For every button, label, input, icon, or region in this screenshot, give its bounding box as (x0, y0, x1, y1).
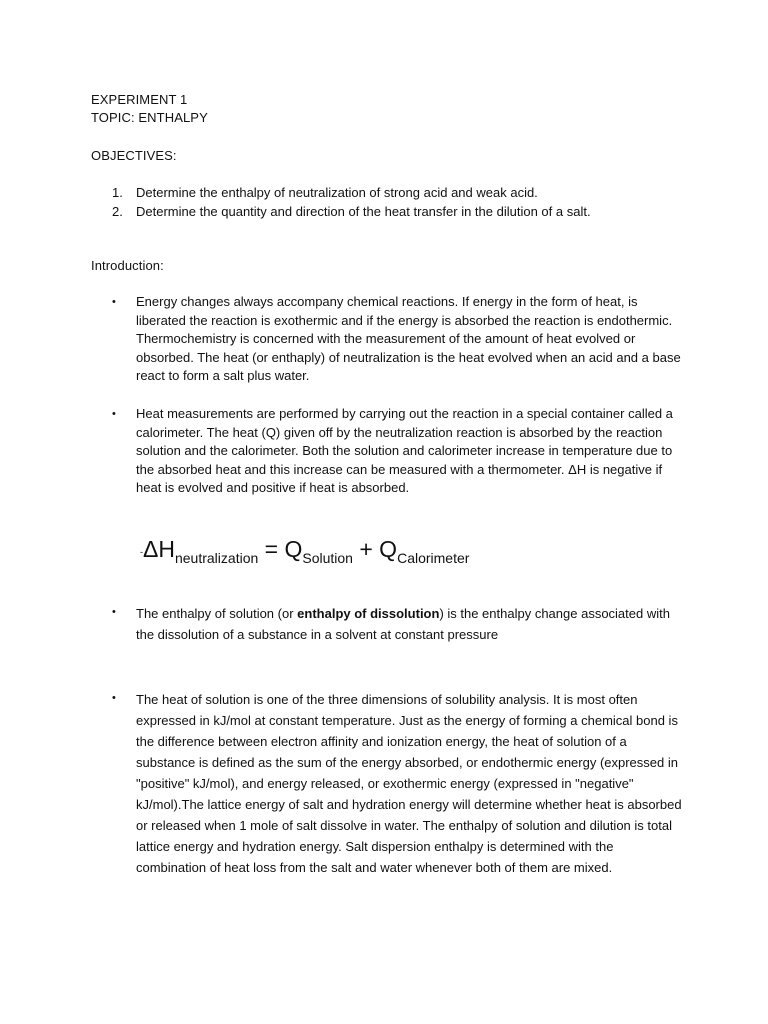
objective-text: Determine the quantity and direction of the heat transfer in the dilution of a salt. (136, 204, 591, 219)
objective-number: 1. (112, 185, 123, 200)
paragraph-text-end: ) is the enthalpy change associated with the dissolution of a substance in a solvent at constant pressure (136, 606, 670, 642)
experiment-title: EXPERIMENT 1 (91, 92, 188, 107)
formula-sub-calorimeter: Calorimeter (397, 550, 470, 566)
paragraph-text (136, 603, 684, 645)
introduction-heading: Introduction: (91, 258, 164, 273)
bullet-icon: • (112, 692, 116, 704)
topic-title: TOPIC: ENTHALPY (91, 110, 208, 125)
objectives-heading: OBJECTIVES: (91, 148, 177, 163)
objective-item (112, 202, 712, 221)
formula-prefix: - (140, 547, 143, 557)
objective-item (112, 183, 712, 202)
paragraph-text: The heat of solution is one of the three dimensions of solubility analysis. It is most often expressed in kJ/mol at constant temperature. Just as the energy of forming a chemical bond is the difference between electron affinity and ionization energy, the heat of solution of a substance is defined as the sum of the energy absorbed, or endothermic energy (expressed in "positive" kJ/mol), and energy released, or exothermic energy (expressed in "negative" kJ/mol).The lattice energy of salt and hydration energy will determine whether heat is absorbed or released when 1 mole of salt dissolve in water. The enthalpy of solution and dilution is total lattice energy and hydration energy. Salt dispersion enthalpy is determined with the combination of heat loss from the salt and water whenever both of them are mixed. (136, 692, 682, 875)
formula-delta-h: ΔH (143, 536, 175, 562)
paragraph-text: Energy changes always accompany chemical reactions. If energy in the form of heat, is liberated the reaction is exothermic and if the energy is absorbed the reaction is endothermic. Thermochemistry is concerned with the measurement of the amount of heat evolved or obsorbed. The heat (or enthaply) of neutralization is the heat evolved when an acid and a base react to form a salt plus water. (136, 294, 681, 383)
formula-sub-solution: Solution (302, 550, 353, 566)
objectives-list (112, 183, 712, 221)
formula-sub-neutralization: neutralization (174, 550, 259, 566)
bullet-icon: • (112, 606, 116, 618)
enthalpy-formula (140, 536, 469, 566)
formula-plus-q: + Q (352, 536, 398, 562)
paragraph-text-start: The enthalpy of solution (or (136, 606, 298, 621)
bullet-icon: • (112, 296, 116, 308)
objective-number: 2. (112, 204, 123, 219)
paragraph-text: Heat measurements are performed by carrying out the reaction in a special container called a calorimeter. The heat (Q) given off by the neutralization reaction is absorbed by the reaction solution and the calorimeter. Both the solution and calorimeter increase in temperature due to the absorbed heat and this increase can be measured with a thermometer. ΔH is negative if heat is evolved and positive if heat is absorbed. (136, 406, 673, 495)
formula-equals-q: = Q (258, 536, 303, 562)
bullet-icon: • (112, 408, 116, 420)
objective-text: Determine the enthalpy of neutralization of strong acid and weak acid. (136, 185, 538, 200)
bold-term: enthalpy of dissolution (297, 606, 440, 621)
